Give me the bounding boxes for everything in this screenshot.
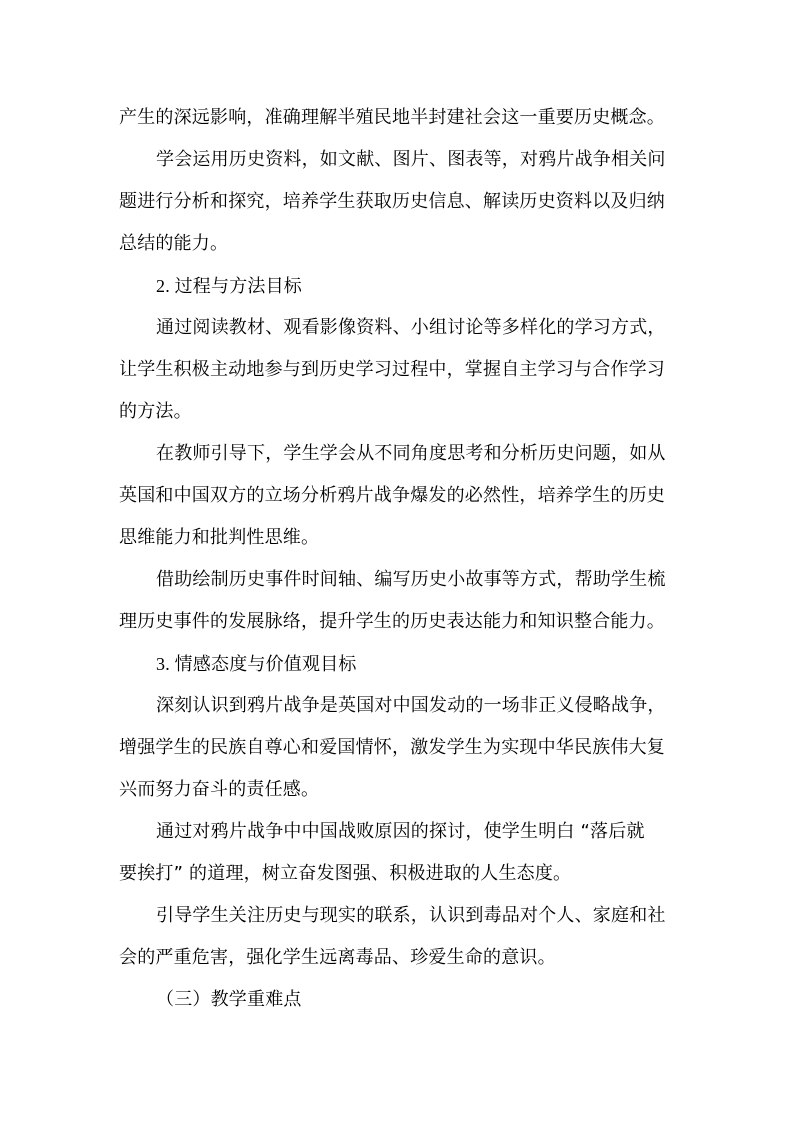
text-line: 借助绘制历史事件时间轴、编写历史小故事等方式，帮助学生梳 xyxy=(156,569,666,590)
text-line: 在教师引导下，学生学会从不同角度思考和分析历史问题，如从 xyxy=(156,443,666,464)
text-line: 英国和中国双方的立场分析鸦片战争爆发的必然性，培养学生的历史 xyxy=(119,485,665,506)
text-line: 通过对鸦片战争中中国战败原因的探讨，使学生明白 “落后就 xyxy=(156,821,645,842)
text-line: 会的严重危害，强化学生远离毒品、珍爱生命的意识。 xyxy=(119,947,556,968)
text-line: 要挨打” 的道理，树立奋发图强、积极进取的人生态度。 xyxy=(119,863,572,884)
text-line: 通过阅读教材、观看影像资料、小组讨论等多样化的学习方式， xyxy=(156,317,666,338)
subsection-heading: （三）教学重难点 xyxy=(156,989,302,1010)
text-line: 产生的深远影响，准确理解半殖民地半封建社会这一重要历史概念。 xyxy=(119,107,665,128)
text-line: 题进行分析和探究，培养学生获取历史信息、解读历史资料以及归纳 xyxy=(119,191,665,212)
text-line: 理历史事件的发展脉络，提升学生的历史表达能力和知识整合能力。 xyxy=(119,611,665,632)
text-line: 引导学生关注历史与现实的联系，认识到毒品对个人、家庭和社 xyxy=(156,905,666,926)
text-line: 增强学生的民族自尊心和爱国情怀，激发学生为实现中华民族伟大复 xyxy=(119,737,665,758)
text-line: 的方法。 xyxy=(119,401,192,422)
section-heading: 2. 过程与方法目标 xyxy=(156,276,302,296)
text-line: 深刻认识到鸦片战争是英国对中国发动的一场非正义侵略战争， xyxy=(156,695,666,716)
text-line: 兴而努力奋斗的责任感。 xyxy=(119,779,320,800)
text-line: 总结的能力。 xyxy=(119,233,229,254)
text-line: 思维能力和批判性思维。 xyxy=(119,527,320,548)
text-line: 让学生积极主动地参与到历史学习过程中，掌握自主学习与合作学习 xyxy=(119,359,665,380)
text-line: 学会运用历史资料，如文献、图片、图表等，对鸦片战争相关问 xyxy=(156,149,666,170)
section-heading: 3. 情感态度与价值观目标 xyxy=(156,654,357,674)
